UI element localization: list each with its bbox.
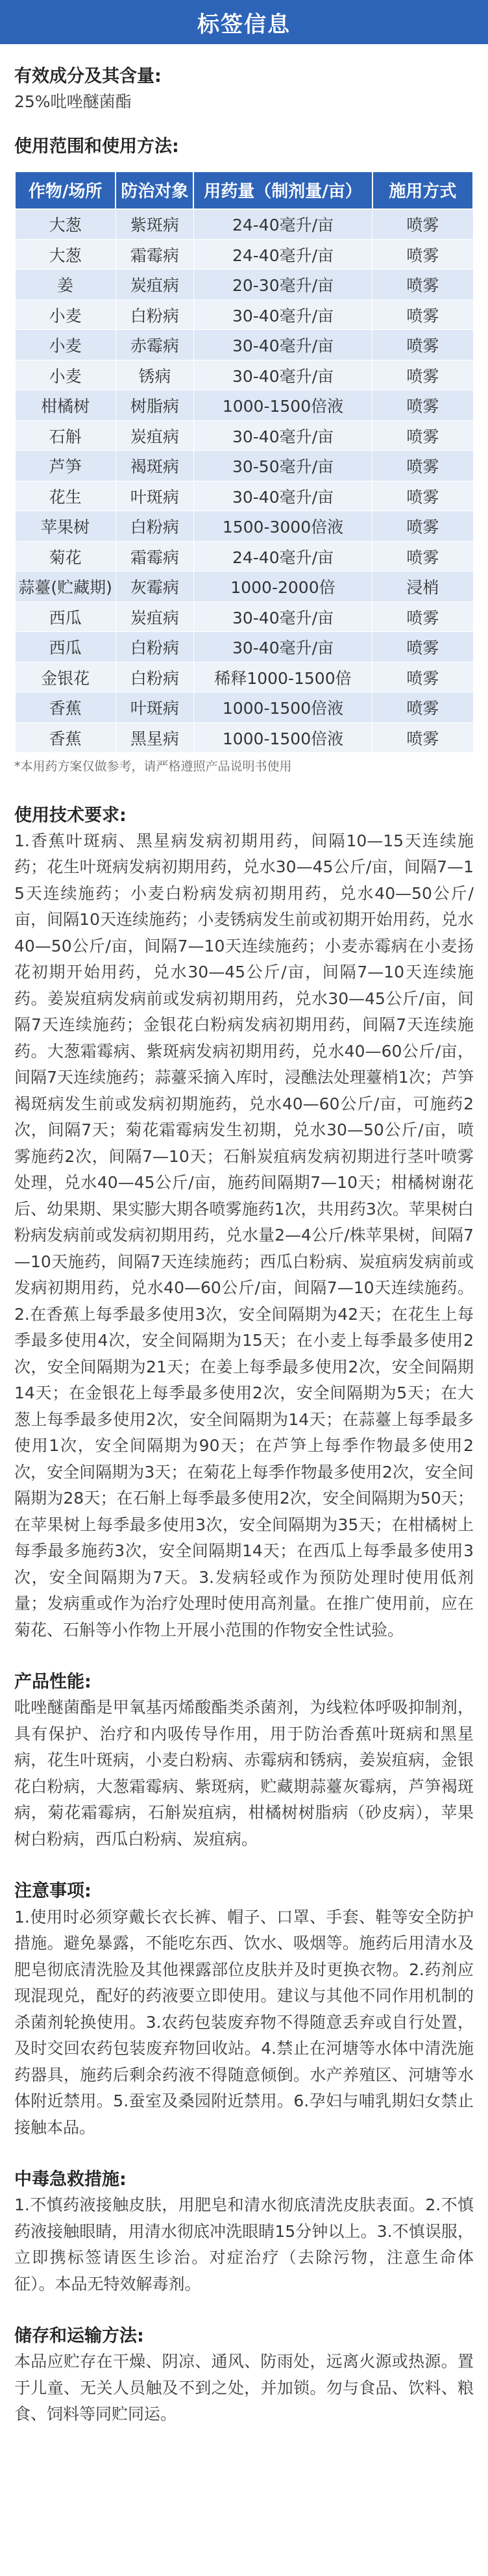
firstaid-text: 1.不慎药液接触皮肤，用肥皂和清水彻底清洗皮肤表面。2.不慎药液接触眼睛，用清水彻底冲洗眼睛15分钟以上。3.不慎误服，立即携标签请医生诊治。对症治疗（去除污物，注意生命体征）。本品无特效解毒剂。 [14,2195,474,2293]
cell-crop: 小麦 [15,330,116,360]
table-row [15,632,473,663]
table-row [15,270,473,300]
cell-crop: 石斛 [15,420,116,451]
technique-title: 使用技术要求: [14,805,127,826]
cell-dosage: 30-40毫升/亩 [193,601,372,632]
cell-dosage: 24-40毫升/亩 [193,541,372,572]
cell-crop: 苹果树 [15,511,116,542]
table-row [15,692,473,723]
cell-target: 褐斑病 [116,451,193,481]
cell-dosage: 1500-3000倍液 [193,511,372,542]
cell-crop: 柑橘树 [15,390,116,421]
header-target: 防治对象 [116,171,193,209]
cell-method: 喷雾 [372,601,473,632]
table-row [15,420,473,451]
cell-target: 紫斑病 [116,209,193,240]
firstaid-section [14,2167,474,2297]
firstaid-title: 中毒急救措施: [14,2169,127,2190]
cell-crop: 蒜薹(贮藏期) [15,572,116,602]
performance-title: 产品性能: [14,1672,92,1693]
table-row [15,481,473,511]
cell-target: 叶斑病 [116,692,193,723]
ingredient-title: 有效成分及其含量: [14,66,162,86]
cell-crop: 菊花 [15,541,116,572]
cell-method: 喷雾 [372,511,473,542]
cell-dosage: 1000-1500倍液 [193,722,372,753]
cell-method: 喷雾 [372,270,473,300]
table-row [15,239,473,270]
table-row [15,572,473,602]
technique-section [14,803,474,1644]
cell-method: 喷雾 [372,420,473,451]
cell-target: 树脂病 [116,390,193,421]
cell-target: 黑星病 [116,722,193,753]
banner [0,0,488,44]
table-row [15,722,473,753]
usage-title: 使用范围和使用方法: [14,136,179,157]
cell-method: 喷雾 [372,360,473,390]
usage-table-header-row [15,171,473,209]
table-row [15,601,473,632]
performance-text: 吡唑醚菌酯是甲氧基丙烯酸酯类杀菌剂，为线粒体呼吸抑制剂，具有保护、治疗和内吸传导作用，用于防治香蕉叶斑病和黑星病，花生叶斑病，小麦白粉病、赤霉病和锈病，姜炭疽病，金银花白粉病，大葱霜霉病、紫斑病，贮藏期蒜薹灰霉病，芦笋褐斑病，菊花霜霉病，石斛炭疽病，柑橘树树脂病（砂皮病），苹果树白粉病，西瓜白粉病、炭疽病。 [14,1698,474,1849]
cell-crop: 香蕉 [15,722,116,753]
table-row [15,511,473,542]
cell-method: 喷雾 [372,722,473,753]
cell-method: 喷雾 [372,692,473,723]
header-crop: 作物/场所 [15,171,116,209]
cell-method: 浸梢 [372,572,473,602]
cell-target: 白粉病 [116,511,193,542]
cell-method: 喷雾 [372,451,473,481]
table-row [15,390,473,421]
cell-target: 白粉病 [116,662,193,692]
storage-text: 本品应贮存在干燥、阴凉、通风、防雨处，远离火源或热源。置于儿童、无关人员触及不到之处，并加锁。勿与食品、饮料、粮食、饲料等同贮同运。 [14,2352,474,2424]
header-method: 施用方式 [372,171,473,209]
cell-crop: 西瓜 [15,632,116,663]
cell-crop: 大葱 [15,239,116,270]
ingredient-section [14,64,474,116]
cell-target: 霜霉病 [116,239,193,270]
storage-section [14,2323,474,2428]
cell-dosage: 30-40毫升/亩 [193,360,372,390]
cell-crop: 芦笋 [15,451,116,481]
cell-target: 叶斑病 [116,481,193,511]
cell-dosage: 30-40毫升/亩 [193,420,372,451]
cell-crop: 西瓜 [15,601,116,632]
cell-method: 喷雾 [372,662,473,692]
cell-dosage: 24-40毫升/亩 [193,209,372,240]
cell-crop: 小麦 [15,299,116,330]
cell-method: 喷雾 [372,541,473,572]
table-row [15,209,473,240]
cell-target: 霜霉病 [116,541,193,572]
cell-dosage: 1000-1500倍液 [193,692,372,723]
cell-dosage: 30-50毫升/亩 [193,451,372,481]
table-row [15,662,473,692]
caution-title: 注意事项: [14,1881,92,1902]
caution-text: 1.使用时必须穿戴长衣长裤、帽子、口罩、手套、鞋等安全防护措施。避免暴露，不能吃东西、饮水、吸烟等。施药后用清水及肥皂彻底清洗脸及其他裸露部位皮肤并及时更换衣物。2.药剂应现混现兑，配好的药液要立即使用。建议与其他不同作用机制的杀菌剂轮换使用。3.农药包装废弃物不得随意丢弃或自行处置，及时交回农药包装废弃物回收站。4.禁止在河塘等水体中清洗施药器具，施药后剩余药液不得随意倾倒。水产养殖区、河塘等水体附近禁用。5.蚕室及桑园附近禁用。6.孕妇与哺乳期妇女禁止接触本品。 [14,1907,474,2137]
cell-dosage: 30-40毫升/亩 [193,330,372,360]
usage-table [14,171,474,753]
storage-title: 储存和运输方法: [14,2326,144,2347]
table-row [15,451,473,481]
cell-dosage: 24-40毫升/亩 [193,239,372,270]
cell-method: 喷雾 [372,481,473,511]
cell-target: 锈病 [116,360,193,390]
cell-method: 喷雾 [372,330,473,360]
table-row [15,541,473,572]
usage-note: *本用药方案仅做参考，请严格遵照产品说明书使用 [14,759,292,774]
usage-table-body [15,209,473,753]
cell-dosage: 30-40毫升/亩 [193,299,372,330]
cell-method: 喷雾 [372,390,473,421]
cell-method: 喷雾 [372,239,473,270]
cell-dosage: 1000-1500倍液 [193,390,372,421]
cell-target: 炭疽病 [116,601,193,632]
ingredient-text: 25%吡唑醚菌酯 [14,92,132,112]
cell-crop: 香蕉 [15,692,116,723]
header-dosage: 用药量（制剂量/亩） [193,171,372,209]
cell-method: 喷雾 [372,632,473,663]
table-row [15,299,473,330]
cell-dosage: 稀释1000-1500倍 [193,662,372,692]
cell-dosage: 20-30毫升/亩 [193,270,372,300]
cell-dosage: 1000-2000倍 [193,572,372,602]
cell-crop: 姜 [15,270,116,300]
usage-section [14,134,474,777]
cell-method: 喷雾 [372,299,473,330]
technique-text: 1.香蕉叶斑病、黑星病发病初期用药，间隔10—15天连续施药；花生叶斑病发病初期用药，兑水30—45公斤/亩，间隔7—15天连续施药；小麦白粉病发病初期用药，兑水40—50公斤/亩，间隔10天连续施药；小麦锈病发生前或初期开始用药，兑水40—50公斤/亩，间隔7—10天连续施药；小麦赤霉病在小麦扬花初期开始用药，兑水30—45公斤/亩，间隔7—10天连续施药。姜炭疽病发病前或发病初期用药，兑水30—45公斤/亩，间隔7天连续施药；金银花白粉病发病初期用药，间隔7天连续施药。大葱霜霉病、紫斑病发病初期用药，兑水40—60公斤/亩，间隔7天连续施药；蒜薹采摘入库时，浸醮法处理薹梢1次；芦笋褐斑病发生前或发病初期施药，兑水40—60公斤/亩，可施药2次，间隔7天；菊花霜霉病发生初期，兑水30—50公斤/亩，喷雾施药2次，间隔7—10天；石斛炭疽病发病初期进行茎叶喷雾处理，兑水40—45公斤/亩，施药间隔期7—10天；柑橘树谢花后、幼果期、果实膨大期各喷雾施药1次，共用药3次。苹果树白粉病发病前或发病初期用药，兑水量2—4公斤/株苹果树，间隔7—10天施药，间隔7天连续施药；西瓜白粉病、炭疽病发病前或发病初期用药，兑水40—60公斤/亩，间隔7—10天连续施药。2.在香蕉上每季最多使用3次，安全间隔期为42天；在花生上每季最多使用4次，安全间隔期为15天；在小麦上每季最多使用2次，安全间隔期为21天；在姜上每季最多使用2次，安全间隔期14天；在金银花上每季最多使用2次，安全间隔期为5天；在大葱上每季最多使用2次，安全间隔期为14天；在蒜薹上每季最多使用1次，安全间隔期为90天；在芦笋上每季作物最多使用2次，安全间隔期为3天；在菊花上每季作物最多使用2次，安全间隔期为28天；在石斛上每季最多使用2次，安全间隔期为50天；在苹果树上每季最多使用3次，安全间隔期为35天；在柑橘树上每季最多施药3次，安全间隔期14天；在西瓜上每季最多使用3次，安全间隔期为7天。3.发病轻或作为预防处理时使用低剂量；发病重或作为治疗处理时使用高剂量。在推广使用前，应在菊花、石斛等小作物上开展小范围的作物安全性试验。 [14,831,474,1639]
cell-target: 炭疽病 [116,270,193,300]
cell-crop: 花生 [15,481,116,511]
label-content [0,44,488,2441]
cell-crop: 小麦 [15,360,116,390]
cell-target: 赤霉病 [116,330,193,360]
cell-target: 灰霉病 [116,572,193,602]
cell-dosage: 30-40毫升/亩 [193,481,372,511]
caution-section [14,1878,474,2141]
performance-section [14,1669,474,1852]
banner-title: 标签信息 [197,11,291,38]
table-row [15,360,473,390]
table-row [15,330,473,360]
cell-crop: 大葱 [15,209,116,240]
cell-dosage: 30-40毫升/亩 [193,632,372,663]
cell-method: 喷雾 [372,209,473,240]
cell-crop: 金银花 [15,662,116,692]
cell-target: 白粉病 [116,299,193,330]
cell-target: 炭疽病 [116,420,193,451]
cell-target: 白粉病 [116,632,193,663]
